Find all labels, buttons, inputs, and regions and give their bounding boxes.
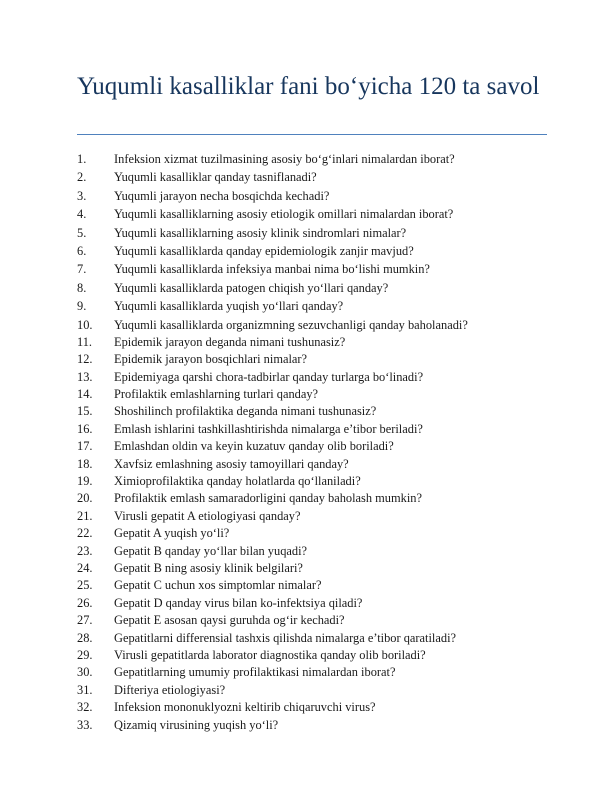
question-text: Epidemik jarayon deganda nimani tushunasiz? <box>114 334 346 349</box>
question-number: 32. <box>77 700 93 715</box>
question-item <box>0 205 612 223</box>
question-item <box>0 577 612 594</box>
question-number: 30. <box>77 665 93 680</box>
question-number: 5. <box>77 225 87 240</box>
question-text: Yuqumli kasalliklarning asosiy etiologik omillari nimalardan iborat? <box>114 207 454 222</box>
question-item <box>0 242 612 260</box>
question-item <box>0 297 612 315</box>
question-item <box>0 490 612 507</box>
question-item <box>0 508 612 525</box>
question-number: 14. <box>77 387 93 402</box>
question-number: 2. <box>77 170 87 185</box>
question-item <box>0 403 612 420</box>
question-text: Virusli gepatitlarda laborator diagnostika qanday olib boriladi? <box>114 647 426 662</box>
question-text: Profilaktik emlash samaradorligini qanday baholash mumkin? <box>114 491 422 506</box>
question-number: 8. <box>77 280 87 295</box>
question-item <box>0 438 612 455</box>
title-underline <box>77 134 547 135</box>
question-text: Yuqumli kasalliklarda infeksiya manbai nima bo‘lishi mumkin? <box>114 262 430 277</box>
question-item <box>0 525 612 542</box>
question-number: 18. <box>77 456 93 471</box>
question-number: 23. <box>77 543 93 558</box>
question-text: Gepatit D qanday virus bilan ko-infektsiya qiladi? <box>114 595 363 610</box>
question-item <box>0 664 612 681</box>
question-text: Qizamiq virusining yuqish yo‘li? <box>114 717 279 732</box>
question-text: Yuqumli jarayon necha bosqichda kechadi? <box>114 188 330 203</box>
question-item <box>0 369 612 386</box>
question-number: 24. <box>77 560 93 575</box>
question-text: Emlash ishlarini tashkillashtirishda nimalarga e’tibor beriladi? <box>114 421 423 436</box>
question-text: Gepatit A yuqish yo‘li? <box>114 526 230 541</box>
question-number: 6. <box>77 243 87 258</box>
question-item <box>0 595 612 612</box>
question-text: Gepatit B ning asosiy klinik belgilari? <box>114 560 303 575</box>
question-text: Infeksion xizmat tuzilmasining asosiy bo‘g‘inlari nimalardan iborat? <box>114 152 455 166</box>
question-list <box>0 150 612 734</box>
question-number: 13. <box>77 369 93 384</box>
question-item <box>0 168 612 186</box>
question-number: 28. <box>77 630 93 645</box>
question-item <box>0 260 612 278</box>
question-number: 26. <box>77 595 93 610</box>
question-text: Yuqumli kasalliklarning asosiy klinik sindromlari nimalar? <box>114 225 407 240</box>
question-number: 31. <box>77 682 93 697</box>
question-number: 20. <box>77 491 93 506</box>
question-text: Profilaktik emlashlarning turlari qanday? <box>114 387 319 402</box>
question-text: Yuqumli kasalliklarda organizmning sezuvchanligi qanday baholanadi? <box>114 317 468 332</box>
question-number: 21. <box>77 508 93 523</box>
question-text: Gepatit E asosan qaysi guruhda og‘ir kechadi? <box>114 613 345 628</box>
question-text: Yuqumli kasalliklarda qanday epidemiologik zanjir mavjud? <box>114 243 414 258</box>
question-number: 19. <box>77 474 93 489</box>
question-number: 22. <box>77 526 93 541</box>
question-number: 4. <box>77 207 87 222</box>
question-item <box>0 560 612 577</box>
question-item <box>0 647 612 664</box>
question-item <box>0 630 612 647</box>
question-number: 12. <box>77 352 93 367</box>
question-number: 7. <box>77 262 87 277</box>
question-text: Gepatit B qanday yo‘llar bilan yuqadi? <box>114 543 308 558</box>
question-number: 1. <box>77 152 87 166</box>
question-number: 3. <box>77 188 87 203</box>
question-item <box>0 456 612 473</box>
question-text: Shoshilinch profilaktika deganda nimani tushunasiz? <box>114 404 377 419</box>
question-item <box>0 224 612 242</box>
question-item <box>0 682 612 699</box>
question-item <box>0 187 612 205</box>
question-item <box>0 279 612 297</box>
question-text: Infeksion mononuklyozni keltirib chiqaruvchi virus? <box>114 700 376 715</box>
question-item <box>0 473 612 490</box>
question-text: Epidemiyaga qarshi chora-tadbirlar qanday turlarga bo‘linadi? <box>114 369 424 384</box>
question-text: Gepatitlarni differensial tashxis qilishda nimalarga e’tibor qaratiladi? <box>114 630 457 645</box>
question-text: Xavfsiz emlashning asosiy tamoyillari qanday? <box>114 456 349 471</box>
question-item <box>0 421 612 438</box>
question-text: Yuqumli kasalliklarda patogen chiqish yo‘llari qanday? <box>114 280 389 295</box>
question-text: Gepatitlarning umumiy profilaktikasi nimalardan iborat? <box>114 665 396 680</box>
question-text: Gepatit C uchun xos simptomlar nimalar? <box>114 578 322 593</box>
question-item <box>0 699 612 716</box>
question-number: 29. <box>77 647 93 662</box>
document-title: Yuqumli kasalliklar fani bo‘yicha 120 ta savol <box>77 73 540 100</box>
question-item <box>0 150 612 168</box>
question-number: 15. <box>77 404 93 419</box>
question-text: Yuqumli kasalliklar qanday tasniflanadi? <box>114 170 317 185</box>
question-number: 27. <box>77 613 93 628</box>
question-text: Ximioprofilaktika qanday holatlarda qo‘llaniladi? <box>114 474 361 489</box>
question-item <box>0 717 612 734</box>
question-item <box>0 351 612 368</box>
question-item <box>0 316 612 334</box>
question-text: Difteriya etiologiyasi? <box>114 682 226 697</box>
question-text: Virusli gepatit A etiologiyasi qanday? <box>114 508 301 523</box>
question-number: 9. <box>77 299 87 314</box>
question-item <box>0 334 612 351</box>
question-item <box>0 543 612 560</box>
question-item <box>0 386 612 403</box>
question-number: 17. <box>77 439 93 454</box>
question-number: 10. <box>77 317 93 332</box>
question-number: 16. <box>77 421 93 436</box>
question-text: Emlashdan oldin va keyin kuzatuv qanday olib boriladi? <box>114 439 394 454</box>
question-number: 11. <box>77 334 93 349</box>
question-text: Yuqumli kasalliklarda yuqish yo‘llari qanday? <box>114 299 344 314</box>
question-number: 25. <box>77 578 93 593</box>
question-text: Epidemik jarayon bosqichlari nimalar? <box>114 352 308 367</box>
question-number: 33. <box>77 717 93 732</box>
question-item <box>0 612 612 629</box>
